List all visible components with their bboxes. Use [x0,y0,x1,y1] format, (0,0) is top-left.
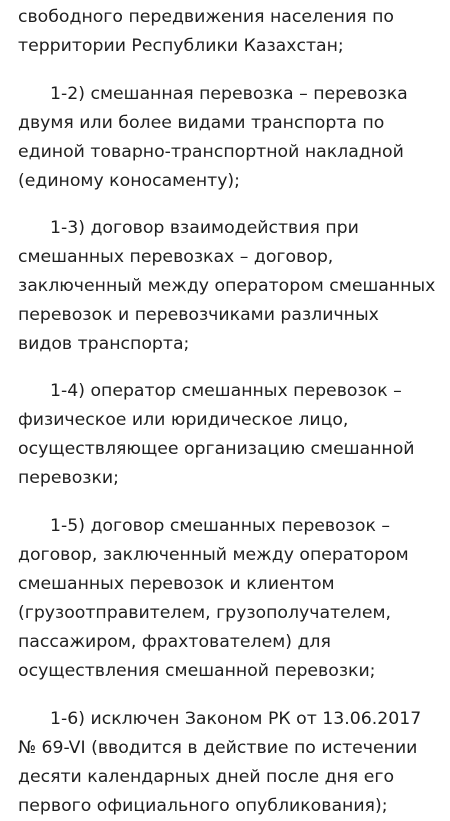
paragraph-continuation-line: территории Республики Казахстан; [18,36,344,56]
paragraph-1-4-line: 1-4) оператор смешанных перевозок – [50,381,402,401]
paragraph-1-3-line: заключенный между оператором смешанных [18,276,436,296]
paragraph-1-3-line: смешанных перевозках – договор, [18,247,334,267]
paragraph-1-5-line: 1-5) договор смешанных перевозок – [50,516,391,536]
paragraph-1-2-line: единой товарно-транспортной накладной [18,142,404,162]
paragraph-1-4-line: физическое или юридическое лицо, [18,410,349,430]
paragraph-1-5-line: осуществления смешанной перевозки; [18,661,376,681]
paragraph-1-3-line: перевозок и перевозчиками различных [18,305,379,325]
paragraph-1-6-line: 1-6) исключен Законом РК от 13.06.2017 [50,709,422,729]
paragraph-1-6-line: первого официального опубликования); [18,796,388,816]
paragraph-1-2-line: двумя или более видами транспорта по [18,113,385,133]
paragraph-1-6-line: десяти календарных дней после дня его [18,767,395,787]
paragraph-1-4-line: перевозки; [18,468,119,488]
paragraph-continuation-line: свободного передвижения населения по [18,7,394,27]
paragraph-1-2-line: 1-2) смешанная перевозка – перевозка [50,84,408,104]
paragraph-1-3-line: видов транспорта; [18,334,190,354]
paragraph-1-2-line: (единому коносаменту); [18,171,240,191]
paragraph-1-5-line: (грузоотправителем, грузополучателем, [18,603,391,623]
paragraph-1-5-line: договор, заключенный между оператором [18,545,409,565]
paragraph-1-6-line: № 69-VI (вводится в действие по истечении [18,738,418,758]
paragraph-1-3-line: 1-3) договор взаимодействия при [50,218,359,238]
paragraph-1-5-line: смешанных перевозок и клиентом [18,574,335,594]
paragraph-1-5-line: пассажиром, фрахтователем) для [18,632,331,652]
paragraph-1-4-line: осуществляющее организацию смешанной [18,439,415,459]
